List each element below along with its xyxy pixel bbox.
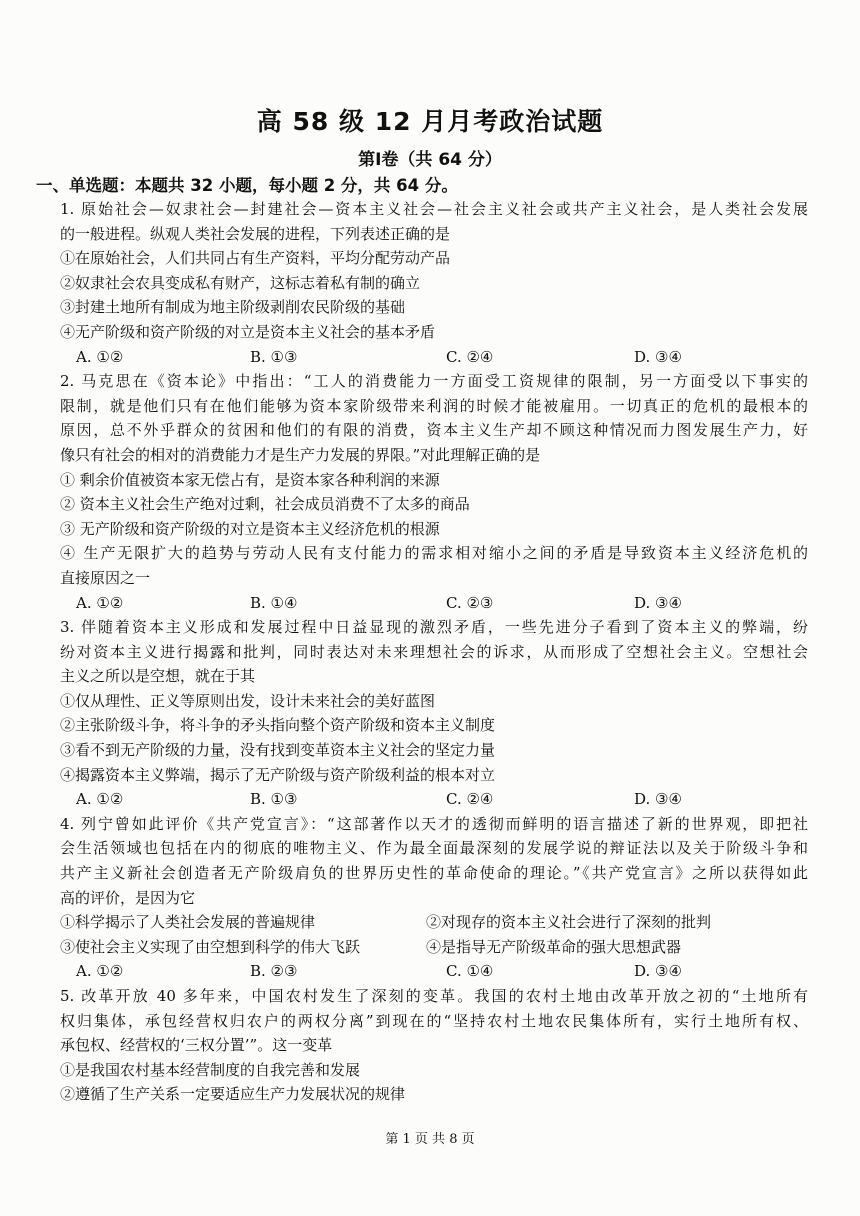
statement: ②奴隶社会农具变成私有财产，这标志着私有制的确立 [60, 273, 421, 292]
question-stem-line: 1. 原始社会—奴隶社会—封建社会—资本主义社会—社会主义社会或共产主义社会，是人类社会发展 [60, 200, 808, 218]
question-stem-line: 5. 改革开放 40 多年来，中国农村发生了深刻的变革。我国的农村土地由改革开放之初的“土地所有 [60, 987, 808, 1005]
question-stem-line: 的一般进程。纵观人类社会发展的进程，下列表述正确的是 [60, 224, 451, 243]
statement: ①仅从理性、正义等原则出发，设计未来社会的美好蓝图 [60, 691, 436, 710]
option-c: C. ②④ [446, 790, 494, 809]
question-stem-line: 权归集体，承包经营权归农户的两权分离”到现在的“坚持农村土地农民集体所有，实行土地所有权、 [60, 1011, 808, 1030]
answer-options [60, 787, 808, 812]
statement: ②遵循了生产关系一定要适应生产力发展状况的规律 [60, 1085, 406, 1104]
statement: ③封建土地所有制成为地主阶级剥削农民阶级的基础 [60, 298, 406, 317]
statement: ① 剩余价值被资本家无偿占有，是资本家各种利润的来源 [60, 470, 440, 489]
option-d: D. ③④ [634, 347, 682, 366]
question-3 [60, 615, 808, 812]
question-1 [60, 197, 808, 369]
question-4 [60, 812, 808, 984]
option-b: B. ①③ [250, 790, 298, 809]
question-stem-line: 会生活领域也包括在内的彻底的唯物主义、作为最全面最深刻的发展学说的辩证法以及关于阶级斗争和 [60, 839, 808, 858]
question-stem-line: 限制，就是他们只有在他们能够为资本家阶级带来利润的时候才能被雇用。一切真正的危机的最根本的 [60, 396, 808, 415]
statement-row [60, 910, 808, 935]
statement: ②主张阶级斗争，将斗争的矛头指向整个资产阶级和资本主义制度 [60, 716, 496, 735]
question-stem-line: 共产主义新社会创造者无产阶级肩负的世界历史性的革命使命的理论。”《共产党宣言》之所以获得如此 [60, 864, 808, 883]
option-d: D. ③④ [634, 790, 682, 809]
option-c: C. ②④ [446, 347, 494, 366]
option-b: B. ①③ [250, 347, 298, 366]
question-stem-line: 2. 马克思在《资本论》中指出：“工人的消费能力一方面受工资规律的限制，另一方面受以下事实的 [60, 372, 808, 391]
statement: ③看不到无产阶级的力量，没有找到变革资本主义社会的坚定力量 [60, 741, 496, 760]
option-a: A. ①② [76, 962, 124, 981]
statement: ③ 无产阶级和资产阶级的对立是资本主义经济危机的根源 [60, 519, 440, 538]
question-stem-line: 承包权、经营权的‘三权分置’”。这一变革 [60, 1036, 333, 1055]
question-5 [60, 984, 808, 1107]
question-stem-line: 像只有社会的相对的消费能力才是生产力发展的界限。”对此理解正确的是 [60, 445, 541, 464]
option-b: B. ①④ [250, 593, 298, 612]
answer-options [60, 591, 808, 616]
statement: ③使社会主义实现了由空想到科学的伟大飞跃 [60, 937, 361, 956]
answer-options [60, 959, 808, 984]
statement-row [60, 935, 808, 960]
option-b: B. ②③ [250, 962, 298, 981]
question-stem-line: 纷对资本主义进行揭露和批判，同时表达对未来理想社会的诉求，从而形成了空想社会主义。空想社会 [60, 642, 808, 661]
option-d: D. ③④ [634, 962, 682, 981]
statement: ①在原始社会，人们共同占有生产资料，平均分配劳动产品 [60, 249, 451, 268]
questions [60, 197, 808, 1107]
option-a: A. ①② [76, 347, 124, 366]
answer-options [60, 345, 808, 370]
question-2 [60, 369, 808, 615]
question-stem-line: 主义之所以是空想，就在于其 [60, 667, 256, 686]
page-title: 高 58 级 12 月月考政治试题 [256, 107, 604, 136]
statement: ④揭露资本主义弊端，揭示了无产阶级与资产阶级利益的根本对立 [60, 765, 496, 784]
question-stem-line: 高的评价，是因为它 [60, 888, 196, 907]
statement: ④是指导无产阶级革命的强大思想武器 [426, 937, 682, 956]
statement: ①科学揭示了人类社会发展的普遍规律 [60, 913, 316, 932]
option-a: A. ①② [76, 790, 124, 809]
statement: ② 资本主义社会生产绝对过剩，社会成员消费不了太多的商品 [60, 495, 470, 514]
statement: ①是我国农村基本经营制度的自我完善和发展 [60, 1060, 361, 1079]
page-number: 第 1 页 共 8 页 [385, 1132, 475, 1147]
question-stem-line: 原因，总不外乎群众的贫困和他们的有限的消费，资本主义生产却不顾这种情况而力图发展生产力，好 [60, 421, 808, 440]
statement: 直接原因之一 [60, 568, 151, 587]
option-d: D. ③④ [634, 593, 682, 612]
option-a: A. ①② [76, 593, 124, 612]
paper-section-heading: 第Ⅰ卷（共 64 分） [358, 150, 502, 170]
statement: ②对现存的资本主义社会进行了深刻的批判 [426, 913, 712, 932]
statement: ④无产阶级和资产阶级的对立是资本主义社会的基本矛盾 [60, 322, 436, 341]
question-type-heading: 一、单选题：本题共 32 小题，每小题 2 分，共 64 分。 [36, 176, 458, 195]
option-c: C. ①④ [446, 962, 494, 981]
question-stem-line: 3. 伴随着资本主义形成和发展过程中日益显现的激烈矛盾，一些先进分子看到了资本主义的弊端，纷 [60, 618, 808, 637]
question-stem-line: 4. 列宁曾如此评价《共产党宣言》：“这部著作以天才的透彻而鲜明的语言描述了新的世界观，即把社 [60, 814, 808, 833]
statement: ④ 生产无限扩大的趋势与劳动人民有支付能力的需求相对缩小之间的矛盾是导致资本主义经济危机的 [60, 544, 808, 563]
option-c: C. ②③ [446, 593, 494, 612]
